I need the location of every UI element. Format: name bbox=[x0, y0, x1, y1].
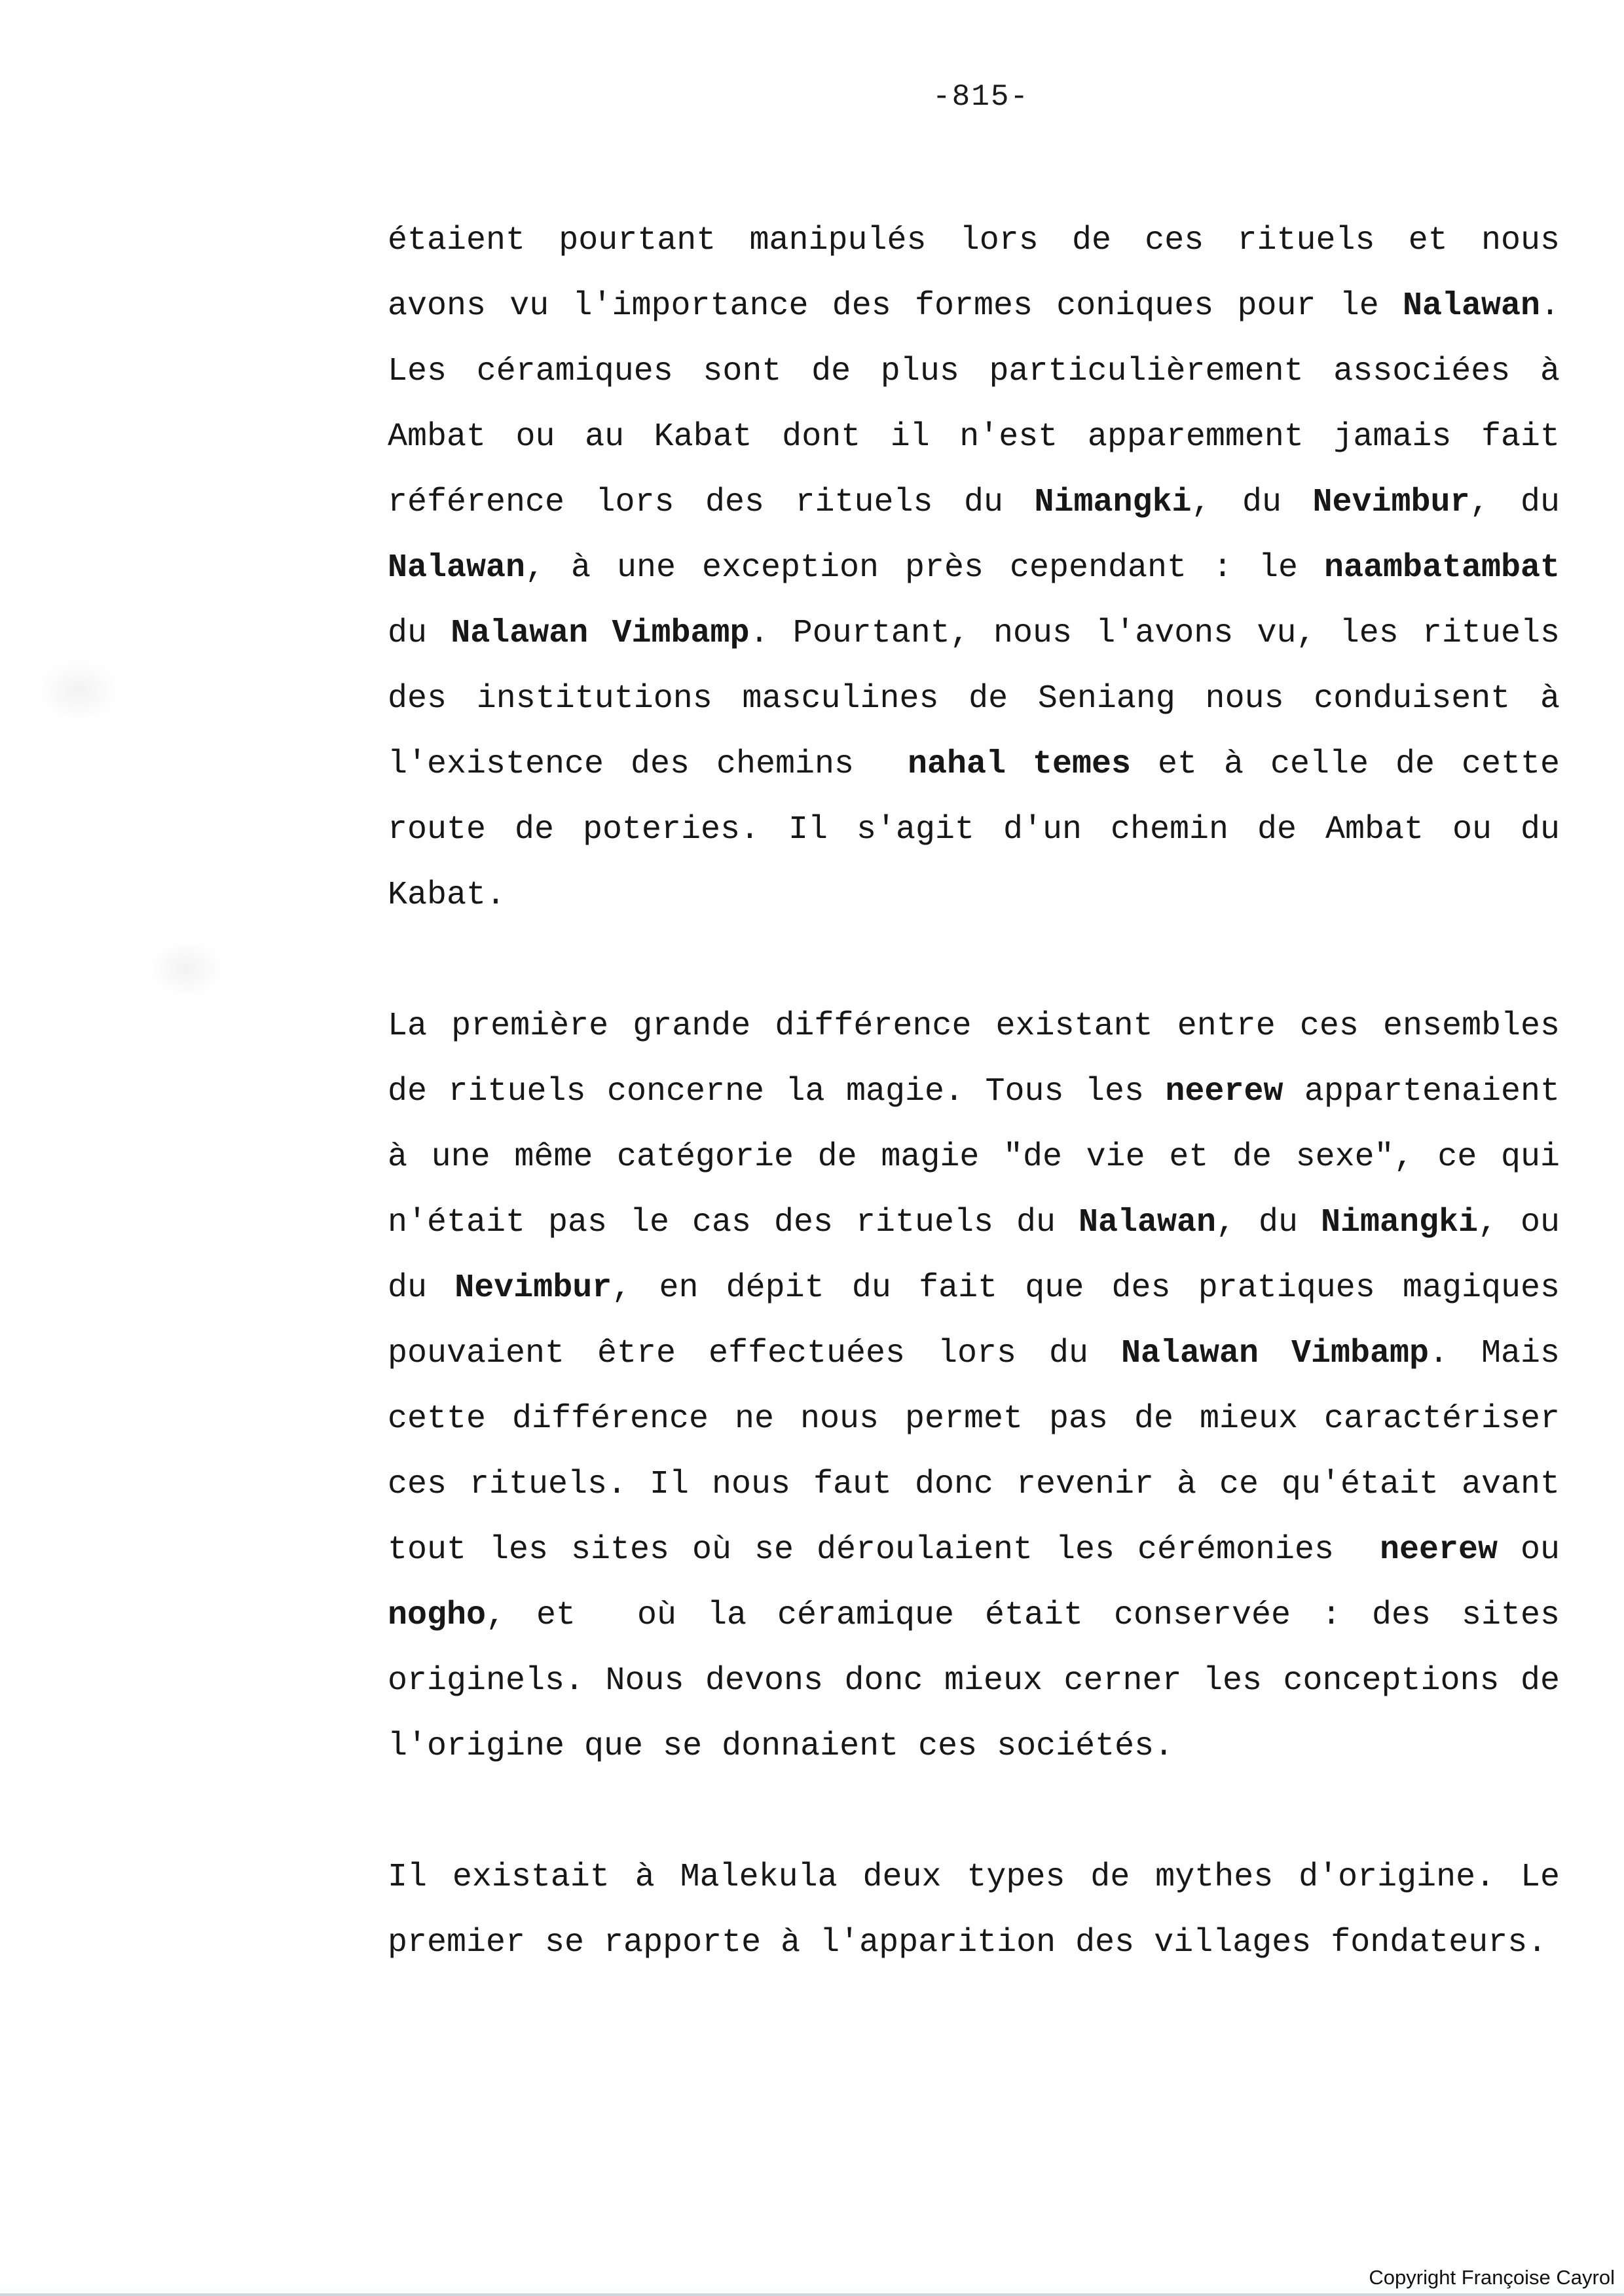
text-line bbox=[388, 863, 1560, 928]
text-segment: premier se rapporte à l'apparition des villages fondateurs. bbox=[388, 1924, 1547, 1961]
text-line bbox=[388, 1387, 1560, 1452]
text-segment: La première grande différence existant entre ces ensembles bbox=[388, 1008, 1560, 1045]
text-segment: cette différence ne nous permet pas de mieux caractériser bbox=[388, 1400, 1560, 1438]
text-line bbox=[388, 797, 1560, 863]
text-segment: Ambat ou au Kabat dont il n'est apparemment jamais fait bbox=[388, 418, 1560, 456]
text-segment: pouvaient être effectuées lors du bbox=[388, 1335, 1121, 1372]
text-segment: de rituels concerne la magie. Tous les bbox=[388, 1073, 1166, 1110]
bold-term: naambatambat bbox=[1323, 549, 1560, 587]
text-segment: tout les sites où se déroulaient les cérémonies bbox=[388, 1531, 1380, 1569]
text-segment: l'existence des chemins bbox=[388, 746, 908, 783]
text-segment: à une même catégorie de magie "de vie et de sexe", ce qui bbox=[388, 1139, 1560, 1176]
text-line bbox=[388, 1518, 1560, 1583]
text-line bbox=[388, 470, 1560, 536]
text-segment: étaient pourtant manipulés lors de ces rituels et nous bbox=[388, 222, 1560, 259]
text-line bbox=[388, 405, 1560, 470]
bold-term: Nimangki bbox=[1320, 1204, 1478, 1241]
text-line bbox=[388, 666, 1560, 732]
text-segment: du bbox=[388, 1269, 455, 1307]
text-segment: référence lors des rituels du bbox=[388, 484, 1035, 521]
text-line bbox=[388, 1910, 1560, 1976]
text-segment: n'était pas le cas des rituels du bbox=[388, 1204, 1079, 1241]
text-segment: , ou bbox=[1478, 1204, 1560, 1241]
text-segment: , du bbox=[1191, 484, 1313, 521]
text-line bbox=[388, 1059, 1560, 1125]
bold-term: Nalawan bbox=[1402, 287, 1540, 325]
text-segment: . Pourtant, nous l'avons vu, les rituels bbox=[749, 615, 1560, 652]
bold-term: Nalawan Vimbamp bbox=[1120, 1335, 1430, 1372]
bold-term: Nalawan bbox=[388, 549, 526, 587]
text-line bbox=[388, 1452, 1560, 1518]
text-segment: avons vu l'importance des formes coniques pour le bbox=[388, 287, 1403, 325]
text-line bbox=[388, 1714, 1560, 1779]
scan-smudge bbox=[39, 661, 118, 720]
page-number: -815- bbox=[932, 80, 1030, 114]
bold-term: nogho bbox=[388, 1597, 487, 1634]
bold-term: Nalawan Vimbamp bbox=[451, 615, 750, 652]
text-segment: , du bbox=[1215, 1204, 1321, 1241]
text-line bbox=[388, 1190, 1560, 1256]
copyright-notice: Copyright Françoise Cayrol bbox=[1369, 2266, 1615, 2289]
bold-term: Nevimbur bbox=[1312, 484, 1470, 521]
text-line bbox=[388, 732, 1560, 797]
paragraph bbox=[388, 208, 1560, 928]
text-segment: des institutions masculines de Seniang nous conduisent à bbox=[388, 680, 1560, 718]
bold-term: nahal temes bbox=[908, 746, 1132, 783]
text-segment: du bbox=[388, 615, 451, 652]
text-segment: ou bbox=[1498, 1531, 1560, 1569]
text-segment: , en dépit du fait que des pratiques magiques bbox=[612, 1269, 1560, 1307]
text-line bbox=[388, 274, 1560, 339]
text-line bbox=[388, 536, 1560, 601]
bold-term: Nalawan bbox=[1078, 1204, 1216, 1241]
text-segment: originels. Nous devons donc mieux cerner les conceptions de bbox=[388, 1662, 1560, 1700]
document-body bbox=[388, 208, 1560, 1976]
text-segment: , et où la céramique était conservée : des sites bbox=[486, 1597, 1560, 1634]
text-segment: et à celle de cette bbox=[1131, 746, 1560, 783]
bold-term: neerew bbox=[1379, 1531, 1498, 1569]
bold-term: Nevimbur bbox=[454, 1269, 612, 1307]
scan-smudge bbox=[151, 943, 223, 995]
text-line bbox=[388, 1321, 1560, 1387]
text-line bbox=[388, 339, 1560, 405]
text-line bbox=[388, 1583, 1560, 1649]
text-segment: Les céramiques sont de plus particulièrement associées à bbox=[388, 353, 1560, 390]
text-segment: , du bbox=[1469, 484, 1560, 521]
text-segment: l'origine que se donnaient ces sociétés. bbox=[388, 1728, 1174, 1765]
text-segment: ces rituels. Il nous faut donc revenir à ce qu'était avant bbox=[388, 1466, 1560, 1503]
text-segment: . bbox=[1540, 287, 1560, 325]
text-segment: , à une exception près cependant : le bbox=[525, 549, 1324, 587]
text-segment: route de poteries. Il s'agit d'un chemin de Ambat ou du bbox=[388, 811, 1560, 848]
text-segment: . Mais bbox=[1429, 1335, 1560, 1372]
paragraph bbox=[388, 994, 1560, 1779]
text-line bbox=[388, 1125, 1560, 1190]
text-line bbox=[388, 601, 1560, 666]
paragraph bbox=[388, 1845, 1560, 1976]
scan-bottom-edge bbox=[0, 2293, 1624, 2296]
text-line bbox=[388, 1845, 1560, 1910]
bold-term: Nimangki bbox=[1034, 484, 1192, 521]
text-segment: Il existait à Malekula deux types de mythes d'origine. Le bbox=[388, 1859, 1560, 1896]
text-segment: Kabat. bbox=[388, 877, 506, 914]
text-segment: appartenaient bbox=[1283, 1073, 1560, 1110]
text-line bbox=[388, 994, 1560, 1059]
bold-term: neerew bbox=[1165, 1073, 1283, 1110]
text-line bbox=[388, 1649, 1560, 1714]
text-line bbox=[388, 1256, 1560, 1321]
text-line bbox=[388, 208, 1560, 274]
